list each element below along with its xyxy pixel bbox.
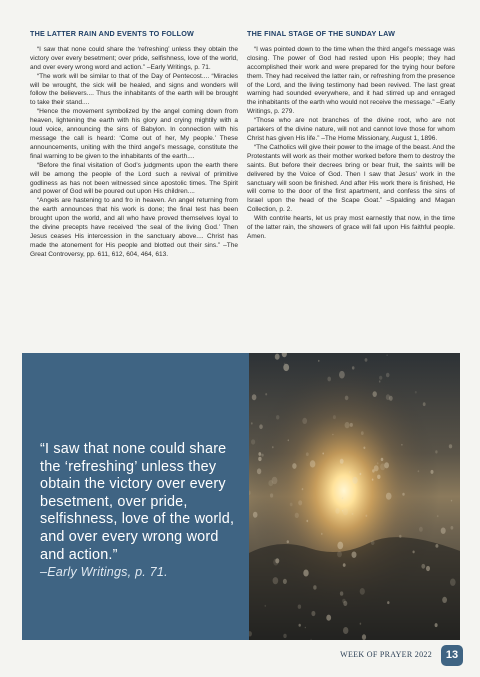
raindrop bbox=[284, 363, 286, 365]
raindrop bbox=[350, 423, 353, 427]
raindrop bbox=[386, 394, 390, 400]
rain-on-window-sunset-image bbox=[249, 353, 460, 640]
raindrop bbox=[435, 450, 437, 453]
raindrop bbox=[415, 391, 417, 394]
raindrop bbox=[419, 527, 423, 532]
raindrop bbox=[442, 597, 447, 603]
raindrop bbox=[292, 463, 296, 469]
right-paragraph: With contrite hearts, let us pray most earnestly that now, in the time of the latter rain, the showers of grace will fall upon His faithful people. Amen. bbox=[247, 215, 455, 240]
raindrop bbox=[386, 493, 392, 500]
right-paragraph: “I was pointed down to the time when the third angel’s message was closing. The power of God had rested upon His people; they had accomplished their work and were prepared for the trying hour before them. They had received the latter rain, or refreshing from the presence of the Lord, and the living testimony had been revived. The last great warning had sounded everywhere, and it had stirred up and enraged the inhabitants of the earth who would not receive the message.” –Early Writings, p. 279. bbox=[247, 45, 455, 116]
raindrop bbox=[345, 422, 350, 428]
right-column bbox=[247, 30, 455, 242]
page-number-badge: 13 bbox=[441, 645, 463, 666]
raindrop bbox=[352, 552, 357, 558]
raindrop bbox=[251, 422, 253, 424]
raindrop bbox=[333, 415, 336, 419]
raindrop bbox=[379, 376, 382, 380]
raindrop bbox=[313, 585, 316, 589]
left-column-heading: THE LATTER RAIN AND EVENTS TO FOLLOW bbox=[30, 29, 194, 38]
left-paragraph: “Before the final visitation of God’s judgments upon the earth there will be among the people of the Lord such a revival of primitive godliness as has not been witnessed since apostolic times. The Spirit and power of God will be poured out upon His children.... bbox=[30, 161, 238, 196]
raindrop bbox=[275, 558, 279, 563]
raindrop bbox=[399, 535, 401, 538]
raindrop bbox=[345, 396, 349, 401]
raindrop bbox=[349, 471, 350, 473]
raindrop bbox=[343, 563, 346, 567]
raindrop bbox=[299, 624, 301, 627]
raindrop bbox=[360, 623, 362, 625]
raindrop bbox=[381, 458, 384, 461]
raindrop bbox=[380, 463, 385, 470]
raindrop bbox=[252, 394, 257, 400]
raindrop bbox=[342, 497, 344, 499]
raindrop bbox=[321, 533, 323, 535]
raindrop bbox=[418, 470, 420, 472]
right-paragraph: “The Catholics will give their power to the image of the beast. And the Protestants will work as their mother worked before them to destroy the saints. But before their decrees bring or bear fruit, the saints will be delivered by the Voice of God. Then I saw that Jesus’ work in the sanctuary will soon be finished. And after His work there is finished, He will come to the door of the first apartment, and confess the sins of Israel upon the head of the Scape Goat.” –Spalding and Magan Collection, p. 2. bbox=[247, 143, 455, 214]
raindrop bbox=[332, 434, 333, 436]
raindrop bbox=[303, 570, 308, 577]
raindrop bbox=[361, 431, 364, 435]
raindrop bbox=[259, 424, 263, 429]
raindrop bbox=[272, 446, 274, 448]
raindrop bbox=[265, 393, 267, 395]
left-paragraph: “Hence the movement symbolized by the angel coming down from heaven, lightening the earth with his glory and crying mightily with a loud voice, announcing the sins of Babylon. In connection with his message the call is heard: ‘Come out of her, My people.’ These announcements, uniting with the third angel’s message, constitute the final warning to be given to the inhabitants of the earth.... bbox=[30, 108, 238, 160]
raindrop bbox=[373, 391, 377, 397]
raindrop bbox=[402, 493, 404, 496]
raindrop bbox=[423, 402, 426, 406]
raindrop bbox=[374, 465, 379, 471]
raindrop bbox=[305, 627, 306, 629]
photo-svg bbox=[249, 353, 460, 640]
right-column-heading: THE FINAL STAGE OF THE SUNDAY LAW bbox=[247, 29, 396, 38]
raindrop bbox=[343, 508, 349, 515]
raindrop bbox=[343, 627, 348, 634]
raindrop bbox=[377, 475, 380, 479]
left-paragraph: “I saw that none could share the ‘refreshing’ unless they obtain the victory over every besetment; over pride, selfishness, love of the world, and over every wrong word and action.” –Early Writings, p. 71. bbox=[30, 45, 238, 71]
raindrop bbox=[360, 473, 362, 475]
raindrop bbox=[401, 444, 402, 446]
pull-quote-citation: –Early Writings, p. 71. bbox=[40, 565, 168, 580]
pull-quote bbox=[40, 441, 240, 582]
raindrop bbox=[451, 500, 452, 502]
raindrop bbox=[431, 470, 434, 474]
left-paragraph: “Angels are hastening to and fro in heaven. An angel returning from the earth announces that his work is done; the final test has been brought upon the world, and all who have proved themselves loyal to the divine precepts have received ‘the seal of the living God.’ Then Jesus ceases His intercession in the sanctuary above.... Christ has made the atonement for His people and blotted out their sins.” –The Great Controversy, pp. 611, 612, 604, 464, 613. bbox=[30, 197, 238, 258]
raindrop bbox=[362, 634, 366, 640]
raindrop bbox=[253, 512, 258, 518]
raindrop bbox=[426, 566, 430, 571]
raindrop bbox=[342, 510, 343, 512]
raindrop bbox=[283, 579, 287, 584]
raindrop bbox=[268, 480, 273, 486]
raindrop bbox=[377, 462, 379, 464]
raindrop bbox=[413, 551, 415, 554]
raindrop bbox=[298, 500, 302, 505]
raindrop bbox=[290, 503, 293, 507]
raindrop bbox=[379, 380, 381, 382]
raindrop bbox=[342, 599, 345, 603]
pull-quote-feature bbox=[22, 353, 460, 640]
left-paragraph: “The work will be similar to that of the Day of Pentecost.... “Miracles will be wrought, the sick will be healed, and signs and wonders will follow the believers.... Thus the inhabitants of the earth will be brought to take their stand.... bbox=[30, 72, 238, 107]
raindrop bbox=[339, 371, 345, 379]
raindrop bbox=[318, 360, 319, 362]
raindrop bbox=[327, 377, 331, 382]
raindrop bbox=[288, 439, 289, 441]
raindrop bbox=[306, 520, 308, 522]
raindrop bbox=[302, 418, 307, 424]
raindrop bbox=[337, 542, 343, 550]
raindrop bbox=[295, 513, 299, 518]
raindrop bbox=[261, 454, 263, 457]
raindrop bbox=[258, 457, 261, 461]
raindrop bbox=[352, 513, 354, 515]
raindrop bbox=[276, 415, 279, 419]
raindrop bbox=[366, 515, 368, 517]
right-paragraph: “Those who are not branches of the divine root, who are not partakers of the divine nature, will not and cannot love those for whom Christ has given His life.” –The Home Missionary, August 1, 1896. bbox=[247, 117, 455, 142]
raindrop bbox=[273, 577, 279, 584]
raindrop bbox=[306, 452, 309, 456]
raindrop bbox=[310, 460, 316, 467]
raindrop bbox=[363, 447, 365, 450]
raindrop bbox=[450, 579, 456, 586]
raindrop bbox=[265, 605, 267, 607]
raindrop bbox=[283, 634, 286, 638]
raindrop bbox=[352, 366, 355, 369]
raindrop bbox=[387, 601, 389, 604]
raindrop bbox=[270, 493, 273, 497]
raindrop bbox=[435, 623, 438, 627]
raindrop bbox=[326, 615, 331, 621]
raindrop bbox=[251, 439, 255, 444]
raindrop bbox=[387, 354, 388, 356]
raindrop bbox=[365, 358, 368, 362]
raindrop bbox=[311, 611, 315, 616]
raindrop bbox=[441, 528, 446, 534]
raindrop bbox=[302, 488, 304, 490]
pull-quote-text: “I saw that none could share the ‘refreshing’ unless they obtain the victory over every besetment, over pride, selfishness, love of the world, and over every wrong word and action.” bbox=[40, 441, 235, 563]
raindrop bbox=[257, 468, 261, 474]
left-column bbox=[30, 30, 238, 260]
raindrop bbox=[352, 477, 357, 484]
raindrop bbox=[258, 452, 261, 456]
raindrop bbox=[449, 444, 452, 448]
raindrop bbox=[337, 551, 342, 557]
raindrop bbox=[371, 540, 375, 545]
raindrop bbox=[372, 479, 374, 481]
raindrop bbox=[322, 453, 324, 455]
raindrop bbox=[421, 564, 425, 569]
raindrop bbox=[340, 459, 344, 464]
raindrop bbox=[298, 605, 301, 609]
footer-label: WEEK OF PRAYER 2022 bbox=[340, 650, 432, 659]
raindrop bbox=[287, 540, 289, 543]
raindrop bbox=[275, 354, 280, 360]
raindrop bbox=[437, 515, 439, 517]
raindrop bbox=[335, 508, 339, 514]
raindrop bbox=[340, 591, 343, 595]
raindrop bbox=[386, 373, 390, 378]
raindrop bbox=[283, 364, 289, 371]
raindrop bbox=[360, 588, 365, 595]
raindrop bbox=[451, 526, 454, 530]
raindrop bbox=[435, 544, 438, 548]
